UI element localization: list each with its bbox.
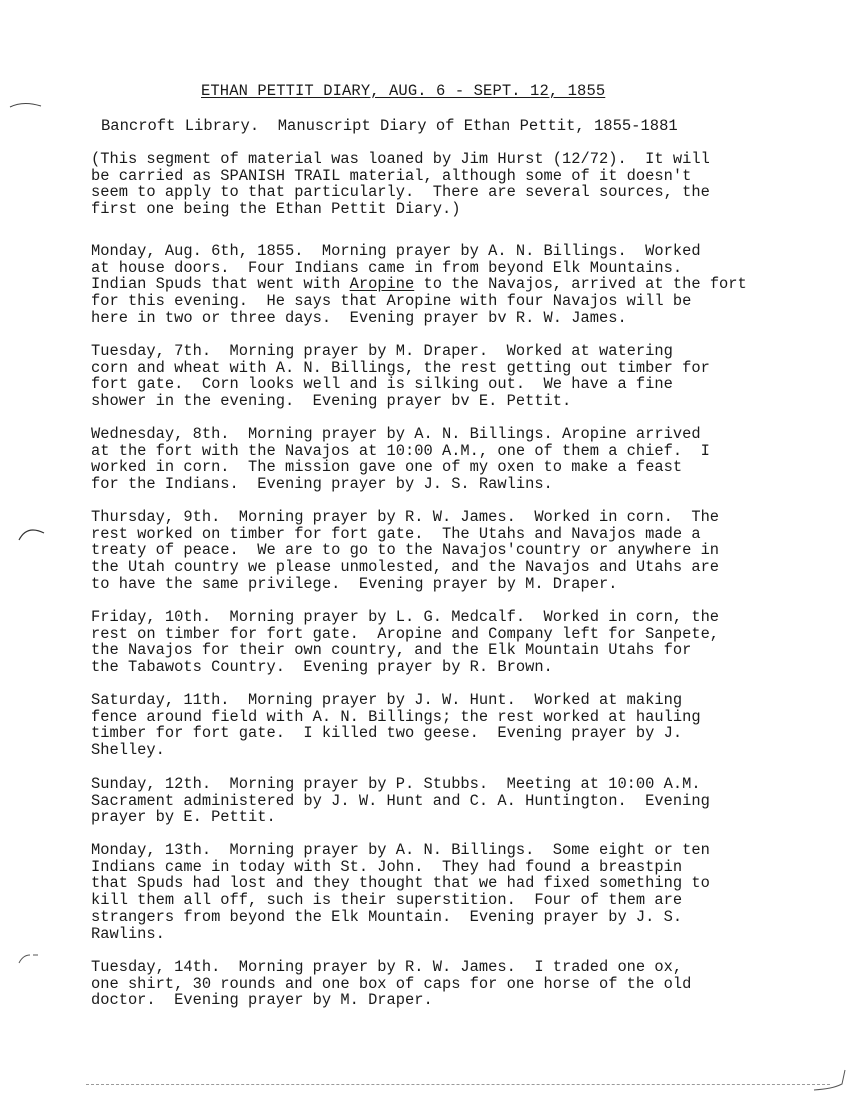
diary-entry: [91, 776, 710, 826]
entry-line: corn and wheat with A. N. Billings, the rest getting out timber for: [91, 358, 710, 377]
note-line: first one being the Ethan Pettit Diary.): [91, 200, 461, 219]
entry-line: Sunday, 12th. Morning prayer by P. Stubbs. Meeting at 10:00 A.M.: [91, 775, 701, 793]
editor-note: [91, 151, 710, 218]
entry-line: Thursday, 9th. Morning prayer by R. W. James. Worked in corn. The: [91, 508, 720, 526]
entry-line: Indians came in today with St. John. They had found a breastpin: [91, 857, 683, 876]
diary-entry: [91, 243, 747, 327]
entry-line: worked in corn. The mission gave one of my oxen to make a feast: [91, 458, 683, 477]
entry-line: that Spuds had lost and they thought that we had fixed something to: [91, 874, 710, 893]
note-line: (This segment of material was loaned by Jim Hurst (12/72). It will: [91, 150, 710, 168]
entry-line: fence around field with A. N. Billings; the rest worked at hauling: [91, 707, 701, 726]
entry-line: treaty of peace. We are to go to the Navajos'country or anywhere in: [91, 541, 720, 560]
entry-line: for this evening. He says that Aropine with four Navajos will be: [91, 292, 692, 311]
entry-line: one shirt, 30 rounds and one box of caps for one horse of the old: [91, 974, 692, 993]
entry-line: Indian Spuds that went with Aropine to the Navajos, arrived at the fort: [91, 275, 747, 294]
document-title: ETHAN PETTIT DIARY, AUG. 6 - SEPT. 12, 1855: [201, 82, 606, 100]
entry-line: Monday, 13th. Morning prayer by A. N. Billings. Some eight or ten: [91, 841, 710, 859]
entry-line: kill them all off, such is their superstition. Four of them are: [91, 891, 683, 910]
entry-line: the Tabawots Country. Evening prayer by R. Brown.: [91, 658, 553, 677]
entry-line: rest on timber for fort gate. Aropine and Company left for Sanpete,: [91, 624, 720, 643]
entry-line: fort gate. Corn looks well and is silking out. We have a fine: [91, 375, 673, 394]
entry-line: the Utah country we please unmolested, and the Navajos and Utahs are: [91, 558, 720, 577]
entry-line: the Navajos for their own country, and the Elk Mountain Utahs for: [91, 641, 692, 660]
entry-line: Rawlins.: [91, 924, 165, 943]
diary-entry: [91, 842, 710, 942]
entry-line: Sacrament administered by J. W. Hunt and C. A. Huntington. Evening: [91, 791, 710, 810]
diary-entry: [91, 609, 719, 676]
diary-entry: [91, 509, 719, 593]
page-bottom-edge: [86, 1084, 830, 1085]
entry-line: to have the same privilege. Evening prayer by M. Draper.: [91, 574, 618, 593]
corner-fold-icon: [812, 1068, 848, 1096]
source-citation: Bancroft Library. Manuscript Diary of Ethan Pettit, 1855-1881: [101, 117, 678, 135]
diary-entry: [91, 343, 710, 410]
diary-entry: [91, 692, 701, 759]
entry-line: strangers from beyond the Elk Mountain. Evening prayer by J. S.: [91, 907, 683, 926]
entry-line: shower in the evening. Evening prayer bv E. Pettit.: [91, 392, 572, 411]
entry-line: rest worked on timber for fort gate. The Utahs and Navajos made a: [91, 524, 701, 543]
diary-entry: [91, 959, 691, 1009]
entry-line: Friday, 10th. Morning prayer by L. G. Medcalf. Worked in corn, the: [91, 608, 720, 626]
note-line: seem to apply to that particularly. There are several sources, the: [91, 183, 710, 202]
entry-line: here in two or three days. Evening prayer bv R. W. James.: [91, 308, 627, 327]
entry-line: at the fort with the Navajos at 10:00 A.M., one of them a chief. I: [91, 441, 710, 460]
entry-line: Monday, Aug. 6th, 1855. Morning prayer by A. N. Billings. Worked: [91, 242, 701, 260]
entry-line: Tuesday, 14th. Morning prayer by R. W. James. I traded one ox,: [91, 958, 683, 976]
underlined-name: Aropine: [349, 275, 415, 294]
diary-entry: [91, 426, 710, 493]
entry-line: timber for fort gate. I killed two geese. Evening prayer by J.: [91, 724, 683, 743]
note-line: be carried as SPANISH TRAIL material, although some of it doesn't: [91, 166, 692, 185]
entry-line: Saturday, 11th. Morning prayer by J. W. Hunt. Worked at making: [91, 691, 683, 709]
margin-mark-icon: [16, 524, 48, 544]
entry-line: Tuesday, 7th. Morning prayer by M. Draper. Worked at watering: [91, 342, 673, 360]
entry-line: at house doors. Four Indians came in from beyond Elk Mountains.: [91, 258, 683, 277]
entry-line: doctor. Evening prayer by M. Draper.: [91, 991, 433, 1010]
entry-line: for the Indians. Evening prayer by J. S. Rawlins.: [91, 475, 553, 494]
entry-line: Shelley.: [91, 741, 165, 760]
entry-line: prayer by E. Pettit.: [91, 808, 276, 827]
margin-mark-icon: [16, 950, 40, 966]
entry-line: Wednesday, 8th. Morning prayer by A. N. Billings. Aropine arrived: [91, 425, 701, 443]
margin-mark-icon: [8, 98, 44, 114]
